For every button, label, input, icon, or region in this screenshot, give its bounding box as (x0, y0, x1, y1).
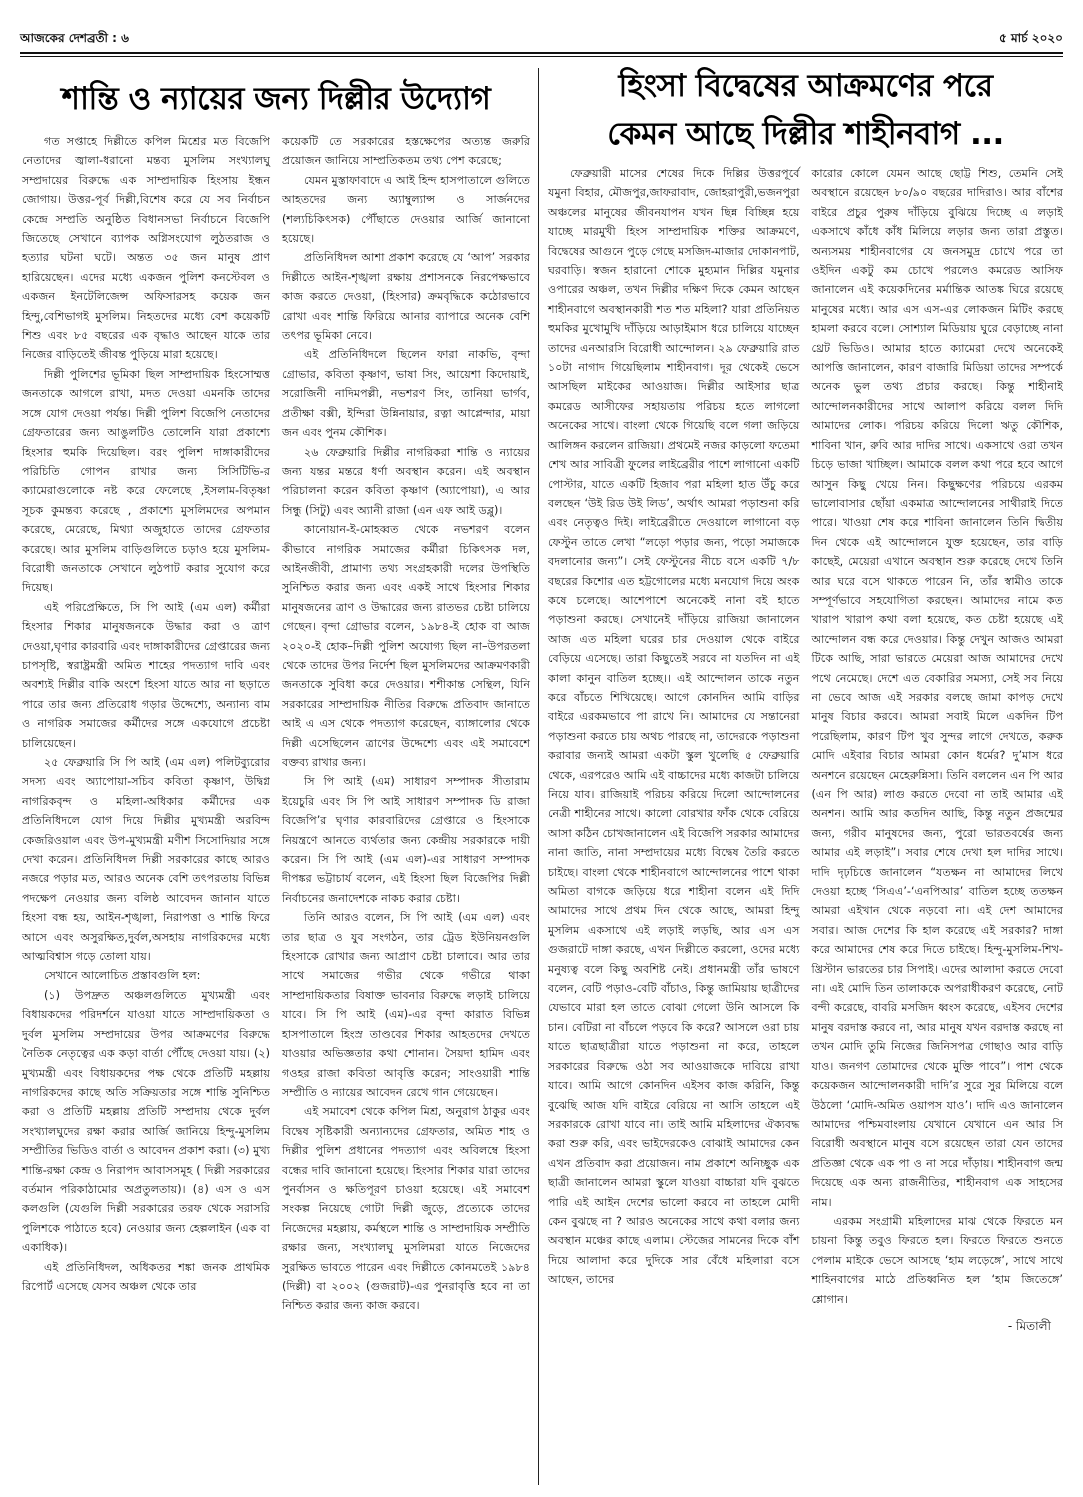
headline-right (548, 62, 1063, 158)
page-label: আজকের দেশব্রতী : ৬ (20, 31, 129, 45)
paragraph: দিল্লী পুলিশের ভূমিকা ছিল সাম্প্রদায়িক হিংসোম্মত্ত জনতাকে আগলে রাখা, মদত দেওয়া এমনকি তাদের সঙ্গে যোগ দেওয়া পর্যন্ত। দিল্লী পুলিশ বিজেপি নেতাদের গ্রেফতারের জন্য আঙুলটিও তোলেনি যারা প্রকাশ্যে হিংসার হুমকি দিয়েছিল। বরং পুলিশ দাঙ্গাকারীদের পরিচিতি গোপন রাখার জন্য সিসিটিভি-র ক্যামেরাগুলোকে নষ্ট করে ফেলেছে ,ইসলাম-বিতৃষ্ণা সূচক কুমন্তব্য করেছে , প্রকাশ্যে মুসলিমদের অপমান করেছে, মেরেছে, মিথ্যা অজুহাতে তাদের গ্রেফতার করেছে। আর মুসলিম বাড়িগুলিতে চড়াও হয়ে মুসলিম-বিরোধী জনতাকে সেখানে লুঠপাট করার সুযোগ করে দিয়েছ। (22, 367, 270, 595)
paragraph: যেমন মুস্তাফাবাদে এ আই হিন্দ হাসপাতালে গুলিতে আহতদের জন্য অ্যাম্বুল্যান্স ও সার্জনদের (শল্যচিকিৎসক) পৌঁছাতে দেওয়ার আর্জি জানানো হয়েছে। (282, 173, 530, 246)
masthead-rule (20, 52, 1063, 57)
article-left-columns (22, 132, 530, 1316)
headline-right-line2: কেমন আছে দিল্লীর শাহীনবাগ ... (607, 116, 1004, 152)
masthead (20, 26, 1063, 48)
article-right-columns (548, 164, 1063, 1336)
paragraph: সেখানে আলোচিত প্রস্তাবগুলি হল: (44, 969, 201, 983)
paragraph: ফেব্রুয়ারী মাসের শেষের দিকে দিল্লির উত্তরপূর্বে যমুনা বিহার, মৌজপুর,জাফরাবাদ, জোহরাপুরী,ভজনপুরা অঞ্চলের মানুষের জীবনযাপন যখন ছিন্ন বিচ্ছিন্ন হয়ে যাচ্ছে মারমুখী হিংস সাম্প্রদায়িক শক্তির আক্রমণে, বিদ্বেষের আগুনে পুড়ে গেছে মসজিদ-মাজার দোকানপাট, ঘরবাড়ি। স্বজন হারানো শোকে মুহ্যমান দিল্লির যমুনার ওপারের অঞ্চল, তখন দিল্লীর দক্ষিণ দিকে কেমন আছেন শাহীনবাগে অবস্থানকারী শত শত মহিলা? যারা প্রতিনিয়ত হুমকির মুখোমুখি দাঁড়িয়ে আড়াইমাস ধরে চালিয়ে যাচ্ছেন তাদের এনআরসি বিরোধী আন্দোলন। ২৯ ফেব্রুয়ারি রাত ১০টা নাগাদ গিয়েছিলাম শাহীনবাগ। দূর থেকেই ভেসে আসছিল মাইকের আওয়াজ। দিল্লীর আইসার ছাত্র কমরেড আসীফের সহায়তায় পরিচয় হতে লাগলো অনেকের সাথে। বাংলা থেকে গিয়েছি বলে গলা জড়িয়ে আলিঙ্গন করলেন রাজিয়া। প্রথমেই নজর কাড়লো ফতেমা শেখ আর সাবিত্রী ফুলের লাইব্রেরীর পাশে লাগানো একটি পোস্টার, যাতে একটি হিজাব পরা মহিলা হাত উঁচু করে বলছেন ‘উই রিড উই লিড’, অর্থাৎ আমরা পড়াশুনা করি এবং নেতৃত্বও দিই। লাইব্রেরীতে দেওয়ালে লাগানো বড় ফেস্টুন তাতে লেখা “লড়ো পড়ার জন্য, পড়ো সমাজকে বদলানোর জন্য”। সেই ফেস্টুনের নীচে বসে একটি ৭/৮ বছরের কিশোর এত হট্টগোলের মধ্যে মনযোগ দিয়ে অংক কষে চলেছে। আশেপাশে অনেকেই নানা বই হাতে পড়াশুনা করছে। সেখানেই দাঁড়িয়ে রাজিয়া জানালেন আজ এত মহিলা ঘরের চার দেওয়াল থেকে বাইরে বেড়িয়ে এসেছে। তারা কিছুতেই সরবে না যতদিন না এই কালা কানুন বাতিল হচ্ছে।। এই আন্দোলন তাকে নতুন করে বাঁচতে শিখিয়েছে। আগে কোনদিন আমি বাড়ির বাইরে এরকমভাবে পা রাখে নি। আমাদের যে সন্তানেরা পড়াশুনা করতে চায় অথচ পারছে না, তাদেরকে পড়াশুনা করাবার জন্যই আমরা একটা স্কুল খুলেছি ৫ ফেব্রুয়ারি থেকে, এরপরেও আমি এই বাচ্চাদের মধ্যে কাজটা চালিয়ে নিয়ে যাব। রাজিয়াই পরিচয় করিয়ে দিলো আন্দোলনের নেত্রী শাহীনের সাথে। কালো বোরখার ফাঁক থেকে বেরিয়ে আসা কঠিন চোখজানালেন এই বিজেপি সরকার আমাদের নানা জাতি, নানা সম্প্রদায়ের মধ্যে বিদ্বেষ তৈরি করতে চাইছে। বাংলা থেকে শাহীনবাগে আন্দোলনের পাশে থাকা অমিতা বাগকে জড়িয়ে ধরে শাহীনা বলেন এই দিদি আমাদের সাথে প্রথম দিন থেকে আছে, আমরা হিন্দু মুসলিম একসাথে এই লড়াই লড়ছি, আর এস এস গুজরাটে দাঙ্গা করছে, এখন দিল্লীতে করলো, ওদের মধ্যে মনুষ্যত্ব বলে কিছু অবশিষ্ট নেই। প্রধানমন্ত্রী তাঁর ভাষণে বলেন, বেটি পড়াও-বেটি বাঁচাও, কিন্তু জামিয়ায় ছাত্রীদের যেভাবে মারা হল তাতে বোঝা গেলো উনি আসলে কি চান। বেটিরা না বাঁচলে পড়বে কি করে? আসলে ওরা চায় যাতে ছাত্রছাত্রীরা যাতে পড়াশুনা না করে, তাহলে সরকারের বিরুদ্ধে ওঠা সব আওয়াজকে দাবিয়ে রাখা যাবে। আমি আগে কোনদিন এইসব কাজ করিনি, কিন্তু বুঝেছি আজ যদি বাইরে বেরিয়ে না আসি তাহলে এই সরকারকে রোখা যাবে না। তাই আমি মহিলাদের ঐক্যবদ্ধ করা শুরু করি, এবং ভাইদেরকেও বোঝাই আমাদের কেন এখন প্রতিবাদ করা প্রয়োজন। নাম প্রকাশে অনিচ্ছুক এক ছাত্রী জানালেন আমরা স্কুলে যাওয়া বাচ্চারা যদি বুঝতে পারি এই আইন দেশের ভালো করবে না তাহলে মোদী কেন বুঝছে না ? আরও অনেকের সাথে কথা বলার জন্য অবস্থান মঞ্চের কাছে এলাম। স্টেজের সামনের দিকে বাঁশ দিয়ে আলাদা করে দুদিকে সার বেঁধে মহিলারা বসে আছেন, তাদের (548, 167, 800, 1287)
paragraph: এই প্রতিনিধিদলে ছিলেন ফারা নাকভি, বৃন্দা গ্রোভার, কবিতা কৃষ্ণাণ, ভাষা সিং, আয়েশা কিদোয়াই, সরোজিনী নাদিমপল্লী, নভশরণ সিং, তানিয়া ভার্গব, প্রতীক্ষা বক্সী, ইন্দিরা উন্নিনায়ার, রত্না আপ্লেন্দার, মায়া জন এবং পুনম কৌশিক। (282, 348, 530, 440)
paragraph: তিনি আরও বলেন, সি পি আই (এম এল) এবং তার ছাত্র ও যুব সংগঠন, তার ট্রেড ইউনিয়নগুলি হিংসাকে রোখার জন্য আপ্রাণ চেষ্টা চালাবে। আর তার সাথে সমাজের গভীর থেকে গভীরে থাকা সাম্প্রদায়িকতার বিষাক্ত ভাবনার বিরুদ্ধে লড়াই চালিয়ে যাবে। সি পি আই (এম)-এর বৃন্দা কারাত বিভিন্ন হাসপাতালে হিংস্র তাণ্ডবের শিকার আহতদের দেখতে যাওয়ার অভিজ্ঞতার কথা শোনান। সৈয়দা হামিদ এবং গওহর রাজা কবিতা আবৃত্তি করেন; সাংওয়ারী শান্তি সম্প্রীতি ও ন্যায়ের আবেদন রেখে গান গেয়েছেন। (282, 911, 530, 1099)
article-right-col2 (812, 164, 1064, 1336)
headline-left: শান্তি ও ন্যায়ের জন্য দিল্লীর উদ্যোগ (61, 81, 491, 117)
paragraph: এই পরিপ্রেক্ষিতে, সি পি আই (এম এল) কর্মীরা হিংসার শিকার মানুষজনকে উদ্ধার করা ও ত্রাণ দেওয়া,ঘৃণার কারবারি এবং দাঙ্গাকারীদের গ্রেপ্তারের জন্য চাপসৃষ্টি, স্বরাষ্ট্রমন্ত্রী অমিত শাহের পদত্যাগ দাবি এবং অবশ্যই দিল্লীর বাকি অংশে হিংসা যাতে আর না ছড়াতে পারে তার জন্য প্রতিরোধ গড়ার উদ্দেশ্যে, অন্যান্য বাম ও নাগরিক সমাজের কর্মীদের সঙ্গে একযোগে প্রচেষ্টা চালিয়েছেন। (22, 600, 270, 750)
article-left-col2 (282, 132, 530, 1316)
column-divider (538, 68, 539, 1485)
paragraph: এই সমাবেশ থেকে কপিল মিশ্র, অনুরাগ ঠাকুর এবং বিদ্বেষ সৃষ্টিকারী অন্যান্যদের গ্রেফতার, অমিত শাহ ও দিল্লীর পুলিশ প্রধানের পদত্যাগ এবং অবিলম্বে হিংসা বন্ধের দাবি জানানো হয়েছে। হিংসার শিকার যারা তাদের পুনর্বাসন ও ক্ষতিপূরণ চাওয়া হয়েছে। এই সমাবেশ সংকল্প নিয়েছে গোটা দিল্লী জুড়ে, প্রত্যেকে তাদের নিজেদের মহল্লায়, কর্মস্থলে শান্তি ও সাম্প্রদায়িক সম্প্রীতি রক্ষার জন্য, সংখ্যালঘু মুসলিমরা যাতে নিজেদের সুরক্ষিত ভাবতে পারেন এবং দিল্লীতে কোনমতেই ১৯৮৪ (দিল্লী) বা ২০০২ (গুজরাট)-এর পুনরাবৃত্তি হবে না তা নিশ্চিত করার জন্য কাজ করবে। (282, 1105, 530, 1313)
article-shaheen-bagh (548, 62, 1063, 1336)
paragraph: কানোয়ান-ই-মোহব্বত থেকে নভশরণ বলেন কীভাবে নাগরিক সমাজের কর্মীরা চিকিৎসক দল, আইনজীবী, প্রামাণ্য তথ্য সংগ্রহকারী দলের উপস্থিতি সুনিশ্চিত করার জন্য এবং একই সাথে হিংসার শিকার মানুষজনের ত্রাণ ও উদ্ধারের জন্য রাতভর চেষ্টা চালিয়ে গেছেন। বৃন্দা গ্রোভার বলেন, ১৯৮৪-ই হোক বা আজ ২০২০-ই হোক–দিল্লী পুলিশ অযোগ্য ছিল না–উপরতলা থেকে তাদের উপর নির্দেশ ছিল মুসলিমদের আক্রমণকারী জনতাকে সুবিধা করে দেওয়ার। শশীকান্ত সেন্থিল, যিনি সরকারের সাম্প্রদায়িক নীতির বিরুদ্ধে প্রতিবাদ জানাতে আই এ এস থেকে পদত্যাগ করেছেন, ব্যাঙ্গালোর থেকে দিল্লী এসেছিলেন ত্রাণের উদ্দেশ্যে এবং এই সমাবেশে বক্তব্য রাখার জন্য। (282, 523, 530, 769)
headline-right-line1: হিংসা বিদ্বেষের আক্রমণের পরে (618, 68, 993, 104)
article-right-col1 (548, 164, 800, 1336)
issue-date: ৫ মার্চ ২০২০ (999, 31, 1063, 45)
paragraph: এরকম সংগ্রামী মহিলাদের মাঝ থেকে ফিরতে মন চায়না কিন্তু তবুও ফিরতে হল। ফিরতে ফিরতে শুনতে পেলাম মাইকে ভেসে আসছে ‘হাম লড়েঙ্গে’, সাথে সাথে শাহিনবাগের মাঠে প্রতিধ্বনিত হল ‘হাম জিতেঙ্গে’ শ্লোগান। (811, 1214, 1063, 1306)
paragraph: কারোর কোলে যেমন আছে ছোট্ট শিশু, তেমনি সেই অবস্থানে রয়েছেন ৮০/৯০ বছরের দাদিরাও। আর বাঁশের বাইরে প্রচুর পুরুষ দাঁড়িয়ে বুঝিয়ে দিচ্ছে এ লড়াই একসাথে কাঁধে কাঁধ মিলিয়ে লড়ার জন্য তারা প্রস্তুত। অন্যসময় শাহীনবাগের যে জনসমুদ্র চোখে পরে তা ওইদিন একটু কম চোখে পরলেও কমরেড আসিফ জানালেন এই কয়েকদিনের মর্মান্তিক আতঙ্ক ঘিরে রয়েছে মানুষের মধ্যে। আর এস এস-এর লোকজন মিটিং করছে হামলা করবে বলে। সোশ্যাল মিডিয়ায় ঘুরে বেড়াচ্ছে নানা থ্রেট ভিডিও। আমার হাতে ক্যামেরা দেখে অনেকেই আপত্তি জানালেন, কারণ বাজারি মিডিয়া তাদের সম্পর্কে অনেক ভুল তথ্য প্রচার করছে। কিন্তু শাহীনাই আন্দোলনকারীদের সাথে আলাপ করিয়ে বলল দিদি আমাদের লোক। পরিচয় করিয়ে দিলো ঋতু কৌশিক, শাবিনা খান, রুবি আর দাদির সাথে। একসাথে ওরা তখন চিড়ে ভাজা খাচ্ছিল। আমাকে বলল কথা পরে হবে আগে আসুন কিছু খেয়ে নিন। কিছুক্ষণের পরিচয়ে এরকম ভালোবাসার ছোঁয়া একমাত্র আন্দোলনের সাথীরাই দিতে পারে। খাওয়া শেষ করে শাবিনা জানালেন তিনি দ্বিতীয় দিন থেকে এই আন্দোলনে যুক্ত হয়েছেন, তার বাড়ি কাছেই, মেয়েরা এখানে অবস্থান শুরু করেছে দেখে তিনি আর ঘরে বসে থাকতে পারেন নি, তাঁর স্বামীও তাকে সম্পূর্ণভাবে সহযোগিতা করছেন। আমাদের নামে কত খারাপ খারাপ কথা বলা হয়েছে, কত চেষ্টা হয়েছে এই আন্দোলন বন্ধ করে দেওয়ার। কিন্তু দেখুন আজও আমরা টিকে আছি, সারা ভারতে মেয়েরা আজ আমাদের দেখে পথে নেমেছে। দেশে এত বেকারির সমস্যা, সেই সব নিয়ে না ভেবে আজ এই সরকার বলছে জামা কাপড় দেখে মানুষ বিচার করবে। আমরা সবাই মিলে একদিন টিপ পরেছিলাম, কারণ টিপ খুব সুন্দর লাগে দেখতে, করুক মোদি এইবার বিচার আমরা কোন ধর্মের? দু’মাস ধরে অনশনে রয়েছেন মেহেরুন্নিসা। তিনি বললেন এন পি আর (এন পি আর) লাগু করতে দেবো না তাই আমার এই অনশন। আমি আর কতদিন আছি, কিন্তু নতুন প্রজন্মের জন্য, গরীব মানুষদের জন্য, পুরো ভারতবর্ষের জন্য আমার এই লড়াই”। সবার শেষে দেখা হল দাদির সাথে। দাদি দৃঢ়চিত্তে জানালেন “যতক্ষন না আমাদের লিখে দেওয়া হচ্ছে ‘সিএএ’-‘এনপিআর’ বাতিল হচ্ছে ততক্ষন আমরা এইখান থেকে নড়বো না। এই দেশ আমাদের সবার। আজ দেশের কি হাল করেছে এই সরকার? দাঙ্গা করে আমাদের শেষ করে দিতে চাইছে। হিন্দু-মুসলিম-শিখ-খ্রিস্টান ভারতের চার সিপাই। এদের আলাদা করতে দেবো না। এই মোদি তিন তালাককে অপরাধীকরণ করেছে, নোট বন্দী করেছে, বাবরি মসজিদ ধ্বংস করেছে, এইসব দেশের মানুষ বরদাস্ত করবে না, আর মানুষ যখন বরদাস্ত করছে না তখন মোদি তুমি নিজের জিনিসপত্র গোছাও আর বাড়ি যাও। জনগণ তোমাদের থেকে মুক্তি পাবে”। পাশ থেকে কয়েকজন আন্দোলনকারী দাদি’র সুরে সুর মিলিয়ে বলে উঠলো ‘মোদি-অমিত ওয়াপস যাও’। দাদি এও জানালেন আমাদের পশ্চিমবাংলায় যেখানে যেখানে এন আর সি বিরোধী অবস্থানে মানুষ বসে রয়েছেন তারা যেন তাদের প্রতিজ্ঞা থেকে এক পা ও না সরে দাঁড়ায়। শাহীনবাগ জন্ম দিয়েছে এক অন্য রাজনীতির, শাহীনবাগ এক সাহসের নাম। (811, 167, 1063, 1209)
article-left-col1 (22, 132, 270, 1316)
paragraph: সি পি আই (এম) সাধারণ সম্পাদক সীতারাম ইয়েচুরি এবং সি পি আই সাধারণ সম্পাদক ডি রাজা বিজেপি’র ঘৃণার কারবারিদের গ্রেপ্তারে ও হিংসাকে নিয়ন্ত্রণে আনতে ব্যর্থতার জন্য কেন্দ্রীয় সরকারকে দায়ী করেন। সি পি আই (এম এল)-এর সাধারণ সম্পাদক দীপঙ্কর ভট্টাচার্য বলেন, এই হিংসা ছিল বিজেপির দিল্লী নির্বাচনের জনাদেশকে নাকচ করার চেষ্টা। (282, 775, 530, 905)
article-peace-justice (22, 62, 530, 1316)
author-byline: - মিতালী (1007, 1318, 1051, 1333)
paragraph: ২৬ ফেব্রুয়ারি দিল্লীর নাগরিকরা শান্তি ও ন্যায়ের জন্য যন্তর মন্তরে ধর্ণা অবস্থান করেন। এই অবস্থান পরিচালনা করেন কবিতা কৃষ্ণাণ (অ্যাপোয়া), এ আর সিন্ধু (সিটু) এবং অ্যানী রাজা (এন এফ আই ডব্লু)। (282, 445, 530, 517)
paragraph: কয়েকটি তে সরকারের হস্তক্ষেপের অত্যন্ত জরুরি প্রয়োজন জানিয়ে সাম্প্রতিকতম তথ্য পেশ করেছে; (282, 135, 530, 168)
paragraph: এই প্রতিনিধিদল, অধিকতর শঙ্কা জনক প্রাথমিক রিপোর্ট এসেছে যেসব অঞ্চল থেকে তার (22, 1260, 270, 1293)
paragraph: (১) উপদ্রুত অঞ্চলগুলিতে মুখ্যমন্ত্রী এবং বিধায়কদের পরিদর্শনে যাওয়া যাতে সাম্প্রদায়িকতা ও দুর্বল মুসলিম সম্প্রদায়ের উপর আক্রমণের বিরুদ্ধে নৈতিক নেতৃত্বের এক কড়া বার্তা পৌঁছে দেওয়া যায়। (২) মুখ্যমন্ত্রী এবং বিধায়কদের পক্ষ থেকে প্রতিটি মহল্লায় নাগরিকদের কাছে অতি সক্রিয়তার সঙ্গে শান্তি সুনিশ্চিত করা ও প্রতিটি মহল্লায় প্রতিটি সম্প্রদায় থেকে দুর্বল সংখ্যালঘুদের রক্ষা করার আর্জি জানিয়ে হিন্দু-মুসলিম সম্প্রীতির ভিডিও বার্তা ও আবেদন প্রকাশ করা। (৩) মুখ্য শান্তি-রক্ষা কেন্দ্র ও নিরাপদ আবাসসমূহ ( দিল্লী সরকারের বর্তমান পরিকাঠামোর অপ্রতুলতায়)। (৪) এস ও এস কলগুলি (যেগুলি দিল্লী সরকারের তরফ থেকে সরাসরি পুলিশকে পাঠাতে হবে) নেওয়ার জন্য হেল্পলাইন (এক বা একাধিক)। (22, 988, 270, 1255)
paragraph: প্রতিনিধিদল আশা প্রকাশ করেছে যে ‘আপ’ সরকার দিল্লীতে আইন-শৃঙ্খলা রক্ষায় প্রশাসনকে নিরপেক্ষভাবে কাজ করতে দেওয়া, (হিংসার) ক্রমবৃদ্ধিকে কঠোরভাবে রোখা এবং শান্তি ফিরিয়ে আনার ব্যাপারে অনেক বেশি তৎপর ভূমিকা নেবে। (282, 251, 530, 343)
paragraph: ২৫ ফেব্রুয়ারি সি পি আই (এম এল) পলিটব্যুরোর সদস্য এবং অ্যাপোয়া-সচিব কবিতা কৃষ্ণাণ, উদ্বিগ্ন নাগরিকবৃন্দ ও মহিলা-অধিকার কর্মীদের এক প্রতিনিধিদলে যোগ দিয়ে দিল্লীর মুখ্যমন্ত্রী অরবিন্দ কেজরিওয়াল এবং উপ-মুখ্যমন্ত্রী মণীশ সিসোদিয়ার সঙ্গে দেখা করেন। প্রতিনিধিদল দিল্লী সরকারের কাছে আরও নজরে পড়ার মত, আরও অনেক বেশি তৎপরতায় বিভিন্ন পদক্ষেপ নেওয়ার জন্য বলিষ্ঠ আবেদন জানান যাতে হিংসা বন্ধ হয়, আইন-শৃঙ্খলা, নিরাপত্তা ও শান্তি ফিরে আসে এবং অসুরক্ষিত,দুর্বল,অসহায় নাগরিকদের মধ্যে আত্মবিশ্বাস গড়ে তোলা যায়। (22, 756, 270, 964)
paragraph: গত সপ্তাহে দিল্লীতে কপিল মিশ্রের মত বিজেপি নেতাদের জ্বালা-ধরানো মন্তব্য মুসলিম সংখ্যালঘু সম্প্রদায়ের বিরুদ্ধে এক সাম্প্রদায়িক হিংসায় ইন্ধন জোগায়। উত্তর-পূর্ব দিল্লী,বিশেষ করে যে সব নির্বাচন কেন্দ্রে সম্প্রতি অনুষ্ঠিত বিধানসভা নির্বাচনে বিজেপি জিতেছে সেখানে ব্যাপক অগ্নিসংযোগ লুঠতরাজ ও হত্যার ঘটনা ঘটে। অন্তত ৩৫ জন মানুষ প্রাণ হারিয়েছেন। এদের মধ্যে একজন পুলিশ কনস্টেবল ও একজন ইনটেলিজেন্স অফিসারসহ কয়েক জন হিন্দু,বেশিভাগই মুসলিম। নিহতদের মধ্যে বেশ কয়েকটি শিশু এবং ৮৫ বছরের এক বৃদ্ধাও আছেন যাকে তার নিজের বাড়িতেই জীবন্ত পুড়িয়ে মারা হয়েছে। (22, 135, 270, 362)
